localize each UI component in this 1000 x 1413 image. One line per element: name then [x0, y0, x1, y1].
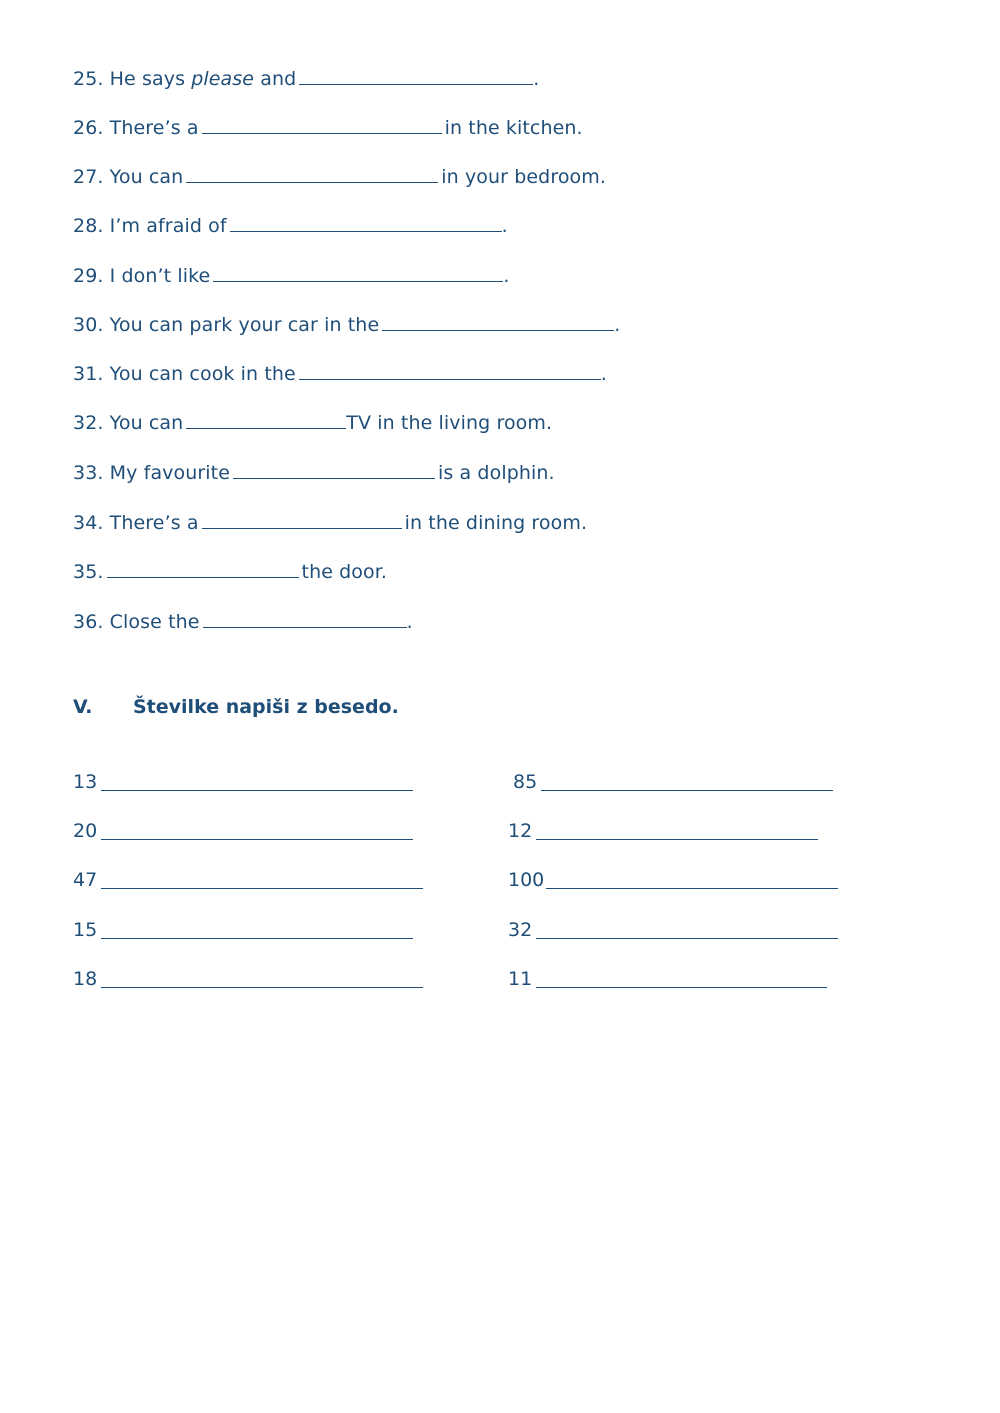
answer-blank[interactable]	[202, 115, 442, 134]
word-answer-line[interactable]	[101, 888, 423, 889]
word-answer-line[interactable]	[546, 888, 838, 889]
word-answer-line[interactable]	[101, 987, 423, 988]
exercise-33: 33. My favourite is a dolphin.	[73, 462, 555, 484]
number-label: 12	[508, 820, 533, 842]
word-answer-line[interactable]	[101, 839, 413, 840]
word-answer-line[interactable]	[536, 987, 827, 988]
word-answer-line[interactable]	[101, 790, 413, 791]
number-label: 20	[73, 820, 98, 842]
word-answer-line[interactable]	[101, 938, 413, 939]
number-label: 11	[508, 968, 533, 990]
word-answer-line[interactable]	[536, 938, 838, 939]
answer-blank[interactable]	[233, 460, 435, 479]
answer-blank[interactable]	[382, 312, 614, 331]
answer-blank[interactable]	[213, 263, 503, 282]
exercise-28: 28. I’m afraid of .	[73, 215, 508, 237]
section-heading: V. Številke napiši z besedo.	[73, 696, 399, 718]
exercise-35: 35. the door.	[73, 561, 388, 583]
answer-blank[interactable]	[230, 213, 502, 232]
exercise-26: 26. There’s a in the kitchen.	[73, 117, 583, 139]
exercise-32: 32. You can TV in the living room.	[73, 412, 553, 434]
number-label: 18	[73, 968, 98, 990]
answer-blank[interactable]	[299, 66, 533, 85]
number-label: 13	[73, 771, 98, 793]
exercise-30: 30. You can park your car in the .	[73, 314, 621, 336]
answer-blank[interactable]	[299, 361, 601, 380]
answer-blank[interactable]	[186, 164, 438, 183]
exercise-34: 34. There’s a in the dining room.	[73, 512, 588, 534]
number-label: 100	[508, 869, 545, 891]
answer-blank[interactable]	[107, 559, 299, 578]
word-answer-line[interactable]	[536, 839, 818, 840]
answer-blank[interactable]	[186, 410, 346, 429]
number-label: 47	[73, 869, 98, 891]
answer-blank[interactable]	[203, 609, 407, 628]
exercise-29: 29. I don’t like .	[73, 265, 510, 287]
answer-blank[interactable]	[202, 510, 402, 529]
number-label: 15	[73, 919, 98, 941]
number-label: 32	[508, 919, 533, 941]
exercise-27: 27. You can in your bedroom.	[73, 166, 607, 188]
number-label: 85	[513, 771, 538, 793]
exercise-36: 36. Close the .	[73, 611, 413, 633]
exercise-31: 31. You can cook in the .	[73, 363, 607, 385]
exercise-25: 25. He says please and .	[73, 68, 540, 90]
word-answer-line[interactable]	[541, 790, 833, 791]
